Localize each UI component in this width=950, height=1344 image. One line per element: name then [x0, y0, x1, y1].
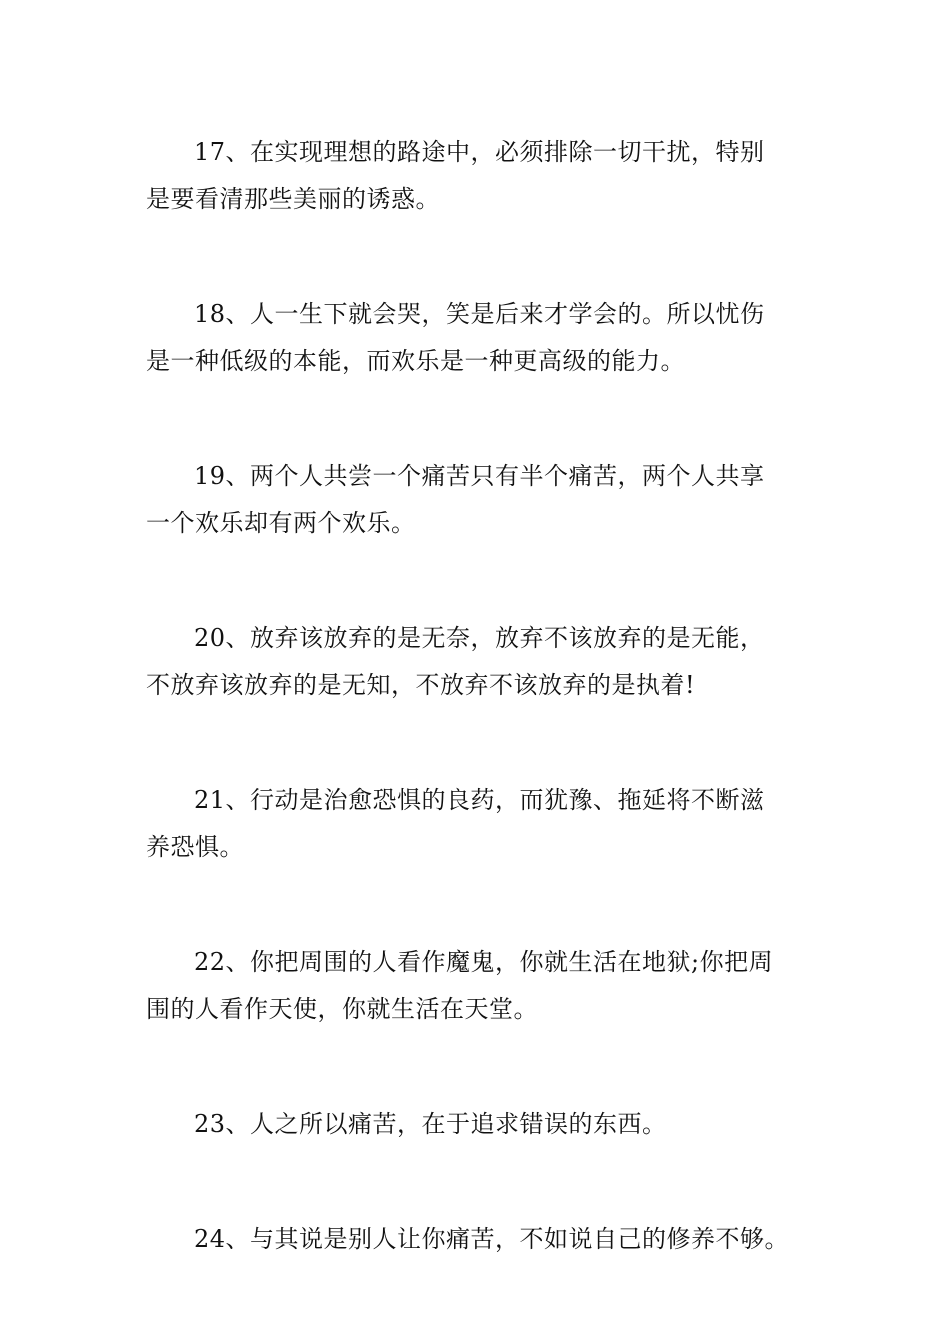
- quote-paragraph-18: [146, 291, 806, 385]
- paragraph-line: 围的人看作天使，你就生活在天堂。: [146, 995, 538, 1023]
- paragraph-line: 养恐惧。: [146, 833, 244, 861]
- quote-paragraph-22: [146, 939, 806, 1033]
- paragraph-line: 21、行动是治愈恐惧的良药，而犹豫、拖延将不断滋: [194, 786, 765, 814]
- quote-paragraph-17: [146, 129, 806, 223]
- paragraph-line: 18、人一生下就会哭，笑是后来才学会的。所以忧伤: [194, 300, 765, 328]
- document-body: [146, 129, 806, 1331]
- paragraph-line: 23、人之所以痛苦，在于追求错误的东西。: [194, 1110, 667, 1138]
- paragraph-line: 是要看清那些美丽的诱惑。: [146, 185, 440, 213]
- paragraph-line: 是一种低级的本能，而欢乐是一种更高级的能力。: [146, 347, 685, 375]
- paragraph-line: 一个欢乐却有两个欢乐。: [146, 509, 416, 537]
- paragraph-line: 24、与其说是别人让你痛苦，不如说自己的修养不够。: [194, 1225, 790, 1253]
- quote-paragraph-20: [146, 615, 806, 709]
- quote-paragraph-19: [146, 453, 806, 547]
- paragraph-line: 17、在实现理想的路途中，必须排除一切干扰，特别: [194, 138, 765, 166]
- quote-paragraph-21: [146, 777, 806, 871]
- quote-paragraph-24: [146, 1216, 806, 1263]
- paragraph-line: 20、放弃该放弃的是无奈，放弃不该放弃的是无能，: [194, 624, 765, 652]
- paragraph-line: 22、你把周围的人看作魔鬼，你就生活在地狱;你把周: [194, 948, 774, 976]
- quote-paragraph-23: [146, 1101, 806, 1148]
- paragraph-line: 不放弃该放弃的是无知，不放弃不该放弃的是执着!: [146, 671, 696, 699]
- paragraph-line: 19、两个人共尝一个痛苦只有半个痛苦，两个人共享: [194, 462, 765, 490]
